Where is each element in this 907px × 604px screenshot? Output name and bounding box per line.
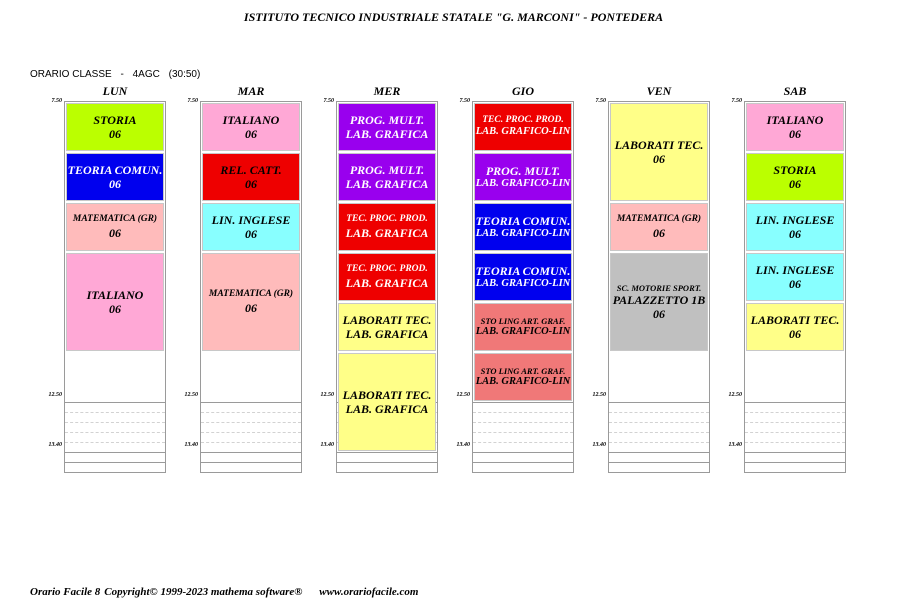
time-tick-end: 13.40 <box>184 442 198 448</box>
grid-line <box>473 422 573 423</box>
lesson-room: LAB. GRAFICO-LIN <box>475 375 571 387</box>
school-title: ISTITUTO TECNICO INDUSTRIALE STATALE "G. MARCONI" - PONTEDERA <box>243 10 664 24</box>
day-column-mar <box>200 101 302 473</box>
class-label: ORARIO CLASSE <box>30 69 112 80</box>
lesson-subject: MATEMATICA (GR) <box>616 214 702 225</box>
lesson-subject: ITALIANO <box>766 112 824 127</box>
time-tick-end: 13.40 <box>728 442 742 448</box>
grid-line <box>65 432 165 433</box>
grid-line <box>201 452 301 453</box>
lesson-room: 06 <box>109 302 121 316</box>
lesson-subject: STORIA <box>93 112 137 127</box>
day-column-lun <box>64 101 166 473</box>
grid-line <box>609 452 709 453</box>
footer-site[interactable]: www.orariofacile.com <box>319 586 419 598</box>
day-header-gio: GIO <box>511 84 534 98</box>
lesson-room: LAB. GRAFICO-LIN <box>475 126 571 138</box>
lesson-subject: MATEMATICA (GR) <box>72 214 158 225</box>
lesson-subject: STORIA <box>773 162 817 177</box>
lesson-room: LAB. GRAFICA <box>345 402 429 416</box>
grid-line <box>473 442 573 443</box>
lesson-room: 06 <box>789 177 801 191</box>
lesson-room: LAB. GRAFICA <box>345 225 429 240</box>
grid-line <box>745 432 845 433</box>
lesson-subject: PROG. MULT. <box>349 112 425 127</box>
lesson-block[interactable] <box>338 303 436 351</box>
lesson-room: LAB. GRAFICA <box>345 275 429 290</box>
grid-line <box>65 402 165 403</box>
grid-line <box>609 412 709 413</box>
class-hours: (30:50) <box>168 69 201 80</box>
grid-line <box>745 402 845 403</box>
grid-line <box>473 462 573 463</box>
lesson-subject: PROG. MULT. <box>485 163 561 178</box>
lesson-room: LAB. GRAFICA <box>345 177 429 191</box>
day-column-mer <box>336 101 438 473</box>
lesson-subject: TEC. PROC. PROD. <box>346 264 428 275</box>
grid-line <box>65 462 165 463</box>
lesson-subject: LABORATI TEC. <box>342 312 432 327</box>
lesson-location: PALAZZETTO 1B <box>612 292 706 307</box>
lesson-block[interactable] <box>202 153 300 201</box>
time-tick-mid: 12.50 <box>184 392 198 398</box>
grid-line <box>745 422 845 423</box>
footer-copyright: Copyright© 1999-2023 mathema software® <box>104 586 303 598</box>
day-column-ven <box>608 101 710 473</box>
lesson-room: LAB. GRAFICO-LIN <box>475 177 571 189</box>
time-tick-mid: 12.50 <box>456 392 470 398</box>
lesson-subject: STO LING ART. GRAF. <box>480 315 566 326</box>
grid-line <box>745 452 845 453</box>
grid-line <box>201 402 301 403</box>
lesson-block[interactable] <box>746 203 844 251</box>
grid-line <box>65 422 165 423</box>
time-tick-mid: 12.50 <box>728 392 742 398</box>
lesson-subject: TEC. PROC. PROD. <box>346 214 428 225</box>
lesson-subject: TEORIA COMUN. <box>475 213 571 228</box>
grid-line <box>337 462 437 463</box>
day-header-ven: VEN <box>646 84 672 98</box>
grid-line <box>65 412 165 413</box>
grid-line <box>609 422 709 423</box>
lesson-subject: ITALIANO <box>222 112 280 127</box>
grid-line <box>609 442 709 443</box>
lesson-room: 06 <box>789 127 801 141</box>
grid-line <box>201 462 301 463</box>
time-tick-start: 7.50 <box>459 98 470 104</box>
lesson-room: 06 <box>245 300 257 315</box>
lesson-room: 06 <box>109 127 121 141</box>
time-tick-start: 7.50 <box>187 98 198 104</box>
class-code: 4AGC <box>132 69 160 80</box>
lesson-subject: ITALIANO <box>86 287 144 302</box>
lesson-block[interactable] <box>66 153 164 201</box>
lesson-block[interactable] <box>474 353 572 401</box>
lesson-block[interactable] <box>338 353 436 451</box>
day-header-mer: MER <box>373 84 401 98</box>
time-tick-mid: 12.50 <box>592 392 606 398</box>
lesson-subject: LIN. INGLESE <box>755 212 835 227</box>
grid-line <box>473 412 573 413</box>
lesson-block[interactable] <box>202 103 300 151</box>
lesson-subject: STO LING ART. GRAF. <box>480 365 566 376</box>
grid-line <box>609 402 709 403</box>
grid-line <box>473 432 573 433</box>
lesson-block[interactable] <box>746 103 844 151</box>
time-tick-start: 7.50 <box>51 98 62 104</box>
time-tick-mid: 12.50 <box>320 392 334 398</box>
lesson-block[interactable] <box>474 203 572 251</box>
grid-line <box>201 412 301 413</box>
lesson-room: LAB. GRAFICO-LIN <box>475 325 571 337</box>
lesson-room: 06 <box>789 327 801 341</box>
grid-line <box>745 412 845 413</box>
lesson-block[interactable] <box>202 253 300 351</box>
time-tick-start: 7.50 <box>731 98 742 104</box>
class-separator: - <box>120 69 124 80</box>
lesson-block[interactable] <box>66 103 164 151</box>
lesson-block[interactable] <box>474 253 572 301</box>
lesson-block[interactable] <box>338 253 436 301</box>
time-tick-mid: 12.50 <box>48 392 62 398</box>
lesson-block[interactable] <box>746 253 844 301</box>
lesson-room: 06 <box>789 277 801 291</box>
lesson-subject: TEORIA COMUN. <box>475 263 571 278</box>
lesson-block[interactable] <box>338 153 436 201</box>
lesson-block[interactable] <box>66 253 164 351</box>
lesson-room: 06 <box>653 225 665 240</box>
lesson-subject: LABORATI TEC. <box>614 137 704 152</box>
lesson-block[interactable] <box>610 103 708 201</box>
time-tick-end: 13.40 <box>48 442 62 448</box>
lesson-room: 06 <box>653 152 665 166</box>
lesson-block[interactable] <box>610 203 708 251</box>
lesson-room: 06 <box>245 177 257 191</box>
time-tick-start: 7.50 <box>595 98 606 104</box>
lesson-subject: TEORIA COMUN. <box>67 162 163 177</box>
lesson-room: 06 <box>245 227 257 241</box>
lesson-room: 06 <box>245 127 257 141</box>
lesson-block[interactable] <box>474 303 572 351</box>
lesson-block[interactable] <box>746 303 844 351</box>
grid-line <box>609 462 709 463</box>
lesson-subject: LABORATI TEC. <box>750 312 840 327</box>
time-tick-start: 7.50 <box>323 98 334 104</box>
time-tick-end: 13.40 <box>592 442 606 448</box>
lesson-room: 06 <box>109 177 121 191</box>
class-info <box>30 69 206 80</box>
grid-line <box>201 432 301 433</box>
lesson-subject: MATEMATICA (GR) <box>208 289 294 300</box>
lesson-block[interactable] <box>610 253 708 351</box>
grid-line <box>745 442 845 443</box>
lesson-block[interactable] <box>338 103 436 151</box>
lesson-subject: LIN. INGLESE <box>211 212 291 227</box>
lesson-block[interactable] <box>474 153 572 201</box>
lesson-subject: REL. CATT. <box>220 162 282 177</box>
lesson-room: LAB. GRAFICO-LIN <box>475 227 571 239</box>
lesson-room: LAB. GRAFICO-LIN <box>475 277 571 289</box>
footer-software: Orario Facile 8 <box>30 586 101 598</box>
grid-line <box>65 442 165 443</box>
lesson-room: 06 <box>789 227 801 241</box>
lesson-block[interactable] <box>474 103 572 151</box>
grid-line <box>65 452 165 453</box>
lesson-block[interactable] <box>66 203 164 251</box>
lesson-block[interactable] <box>746 153 844 201</box>
day-header-mar: MAR <box>237 84 265 98</box>
day-header-sab: SAB <box>783 84 807 98</box>
lesson-room: LAB. GRAFICA <box>345 127 429 141</box>
day-header-lun: LUN <box>102 84 128 98</box>
lesson-subject: PROG. MULT. <box>349 162 425 177</box>
lesson-block[interactable] <box>338 203 436 251</box>
lesson-room: 06 <box>109 225 121 240</box>
lesson-subject: LIN. INGLESE <box>755 262 835 277</box>
grid-line <box>201 422 301 423</box>
footer <box>30 586 432 598</box>
grid-line <box>473 402 573 403</box>
time-tick-end: 13.40 <box>320 442 334 448</box>
grid-line <box>609 432 709 433</box>
lesson-subject: LABORATI TEC. <box>342 387 432 402</box>
grid-line <box>201 442 301 443</box>
grid-line <box>473 452 573 453</box>
lesson-room: LAB. GRAFICA <box>345 327 429 341</box>
grid-line <box>745 462 845 463</box>
lesson-subject: SC. MOTORIE SPORT. <box>616 282 702 293</box>
day-column-sab <box>744 101 846 473</box>
grid-line <box>337 452 437 453</box>
time-tick-end: 13.40 <box>456 442 470 448</box>
day-column-gio <box>472 101 574 473</box>
lesson-room: 06 <box>653 307 665 322</box>
lesson-subject: TEC. PROC. PROD. <box>482 115 564 125</box>
lesson-block[interactable] <box>202 203 300 251</box>
